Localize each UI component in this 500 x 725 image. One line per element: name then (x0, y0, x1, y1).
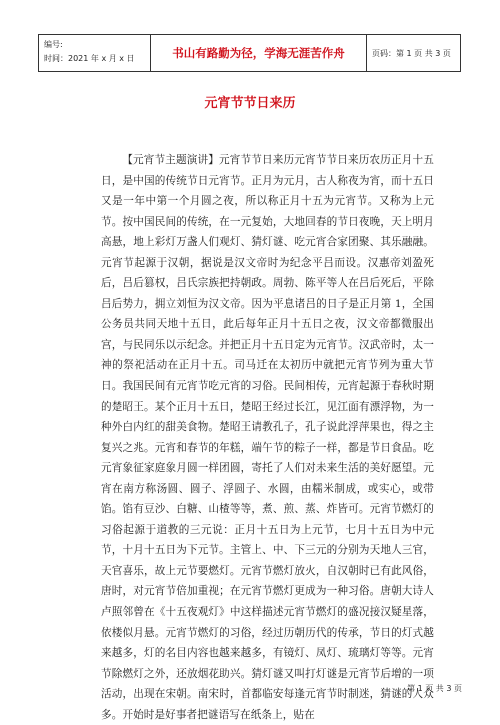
header-motto: 书山有路勤为径，学海无涯苦作舟 (151, 35, 367, 71)
time-label: 时间：2021 年 x 月 x 日 (44, 54, 135, 63)
body-paragraph: 【元宵节主题演讲】元宵节节日来历元宵节节日来历农历正月十五日，是中国的传统节日元宵节。正月为元月，古人称夜为宵，而十五日又是一年中第一个月圆之夜，所以称正月十五为元宵节。又称为上元节。按中国民间的传统，在一元复始，大地回春的节日夜晚，天上明月高悬，地上彩灯万盏人们观灯、猜灯谜、吃元宵合家团聚、其乐融融。元宵节起源于汉朝，据说是汉文帝时为纪念平吕而设。汉惠帝刘盈死后，吕后篡权，吕氏宗族把持朝政。周勃、陈平等人在吕后死后，平除吕后势力，拥立刘恒为汉文帝。因为平息诸吕的日子是正月第 1，全国公务员共同天地十五日，此后每年正月十五日之夜，汉文帝都微服出宫，与民同乐以示纪念。并把正月十五日定为元宵节。汉武帝时，太一神的祭祀活动在正月十五。司马迁在太初历中就把元宵节列为重大节日。我国民间有元宵节吃元宵的习俗。民间相传，元宵起源于春秋时期的楚昭王。某个正月十五日，楚昭王经过长江，见江面有漂浮物，为一种外白内红的甜美食物。楚昭王请教孔子，孔子说此浮萍果也，得之主复兴之兆。元宵和春节的年糕，端午节的粽子一样，都是节日食品。吃元宵象征家庭象月圆一样团圆，寄托了人们对未来生活的美好愿望。元宵在南方称汤圆、圆子、浮圆子、水圆，由糯米制成，或实心，或带馅。馅有豆沙、白糖、山楂等等，煮、煎、蒸、炸皆可。元宵节燃灯的习俗起源于道教的三元说：正月十五日为上元节，七月十五日为中元节，十月十五日为下元节。主管上、中、下三元的分别为天地人三官，天官喜乐，故上元节要燃灯。元宵节燃灯放火，自汉朝时已有此风俗，唐时，对元宵节倍加重视；在元宵节燃灯更成为一种习俗。唐朝大诗人卢照邻曾在《十五夜观灯》中这样描述元宵节燃灯的盛况接汉疑星落，依楼似月悬。元宵节燃灯的习俗，经过历朝历代的传承，节日的灯式越来越多，灯的名目内容也越来越多，有镜灯、凤灯、琉璃灯等等。元宵节除燃灯之外，还放烟花助兴。猜灯谜又叫打灯谜是元宵节后增的一项活动，出现在宋朝。南宋时，首都临安每逢元宵节时制迷，猜谜的人众多。开始时是好事者把谜语写在纸条上，贴在 (101, 154, 434, 721)
page-footer: 第 1 页 共 3 页 (407, 684, 462, 693)
number-label: 编号: (44, 40, 63, 49)
document-title: 元宵节节日来历 (204, 96, 296, 111)
header-meta (39, 35, 151, 71)
header-page-info: 页码：第 1 页 共 3 页 (372, 48, 451, 58)
document-body (101, 150, 434, 725)
document-header (38, 34, 461, 72)
